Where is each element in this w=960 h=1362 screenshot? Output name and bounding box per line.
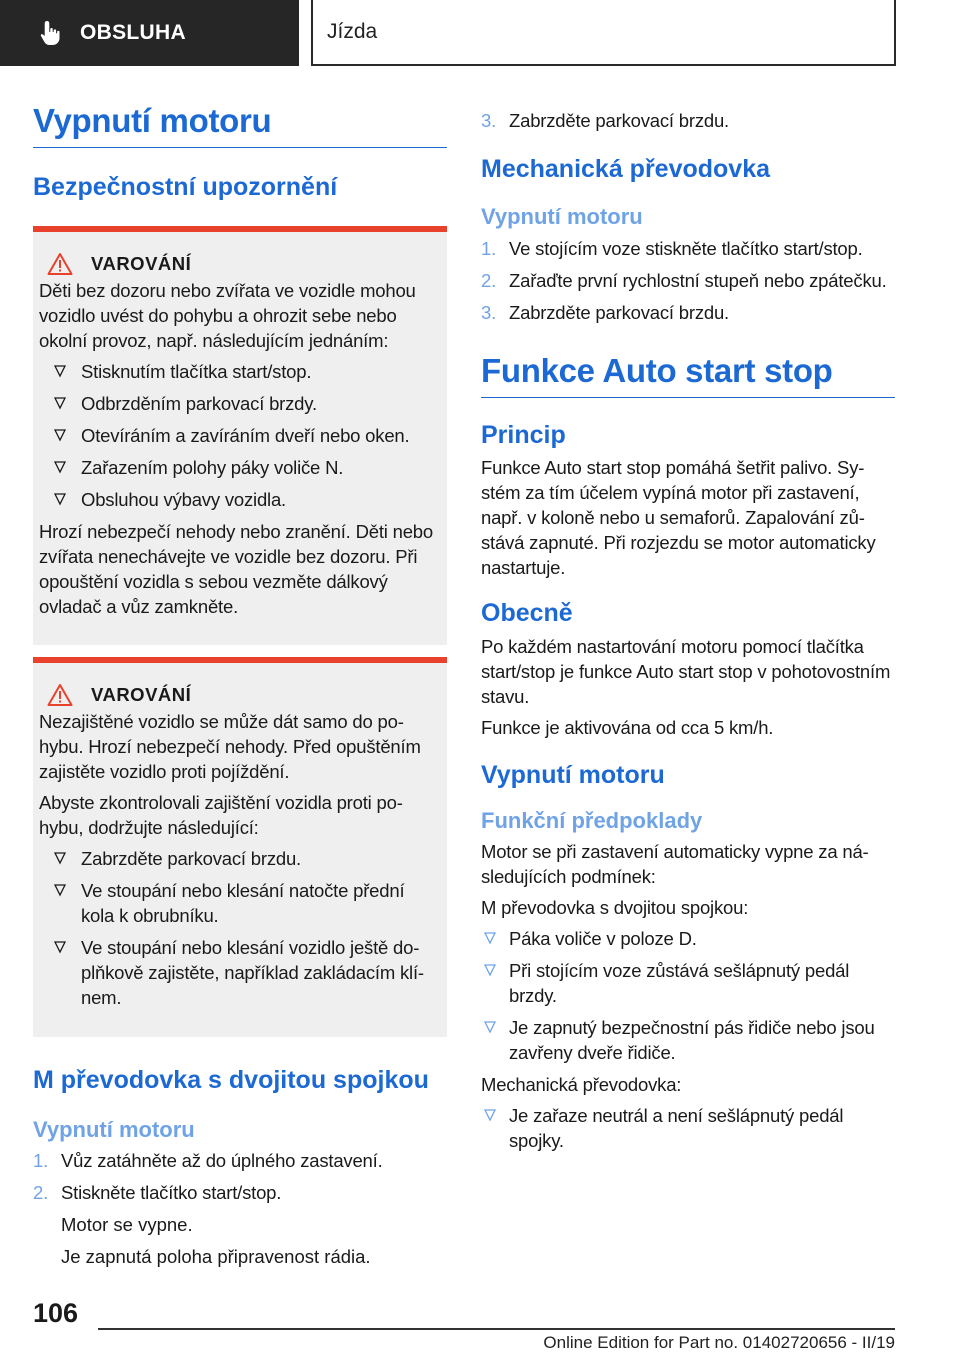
subsection-heading: Vypnutí motoru [481,204,643,230]
list-item: Zabrzděte parkovací brzdu. [39,846,439,871]
triangle-bullet-icon [53,428,67,442]
list-item: Je zapnutý bezpečnostní pás řidiče nebo jsou zavřeny dveře řidiče. [481,1015,895,1065]
step-item: 3. Zabrzděte parkovací brzdu. [481,110,729,131]
warning-text: Abyste zkontrolovali zajištění vozidla proti pohybu, dodržujte následující: [39,791,403,838]
step-list [33,1148,447,1205]
warning-title [39,683,439,707]
list-item: Obsluhou výbavy vozidla. [39,487,439,512]
list-item: Odbrzděním parkovací brzdy. [39,391,439,416]
list-item: Stisknutím tlačítka start/stop. [39,359,439,384]
right-column [481,104,895,1160]
list-item: Je zařaze neutrál a není sešlápnutý pedál spojky. [481,1103,895,1153]
triangle-bullet-icon [483,963,497,977]
step-item: 3. Zabrzděte parkovací brzdu. [481,301,729,323]
triangle-bullet-icon [483,931,497,945]
section-heading: Mechanická převodovka [481,155,771,183]
triangle-bullet-icon [53,396,67,410]
warning-triangle-icon [47,252,73,276]
step-note: Motor se vypne. [61,1214,193,1236]
chapter-title: Funkce Auto start stop [481,350,895,398]
section-heading: Obecně [481,599,573,628]
triangle-bullet-icon [53,851,67,865]
subsection-heading: Funkční předpoklady [481,807,703,833]
left-column [33,100,447,1269]
triangle-bullet-icon [483,1108,497,1122]
warning-triangle-icon [47,683,73,707]
triangle-bullet-icon [53,940,67,954]
warning-text: Nezajištěné vozidlo se může dát samo do pohybu. Hrozí nebezpečí nehody. Před opuštěním zajistěte vozidlo proti pojíždění. [39,710,421,782]
paragraph: Funkce je aktivována od cca 5 km/h. [481,716,774,738]
section-heading: M převodovka s dvojitou spojkou [33,1065,429,1094]
page-number: 106 [33,1298,79,1328]
warning-list [39,846,439,1010]
paragraph: Mechanická převodovka: [481,1074,682,1096]
triangle-bullet-icon [53,460,67,474]
warning-text: Děti bez dozoru nebo zvířata ve vozidle mohou vozidlo uvést do pohybu a ohrozit sebe nebo okolní provoz, např. následujícím jednáním: [39,279,416,351]
list-item: Zařazením polohy páky voliče N. [39,455,439,480]
hand-pointer-icon [38,19,66,47]
list-item: Ve stoupání nebo klesání vozidlo ještě doplňkově zajistěte, například zakládacím klínem. [39,935,439,1010]
section-heading: Princip [481,421,566,450]
warning-text: Hrozí nebezpečí nehody nebo zranění. Děti nebo zvířata nenechávejte ve vozidle bez dozoru. Při opouštění vozidla s sebou vezměte dálkový ovladač a vůz zamkněte. [39,520,433,617]
edition-note: Online Edition for Part no. 01402720656 - II/19 [543,1333,895,1352]
paragraph: Po každém nastartování motoru pomocí tlačítka start/stop je funkce Auto start stop v pohotovostním stavu. [481,635,891,707]
step-item: 1. Vůz zatáhněte až do úplného zastavení. [33,1150,383,1172]
subsection-heading: Vypnutí motoru [33,1116,195,1142]
step-note: Je zapnutá poloha připravenost rádia. [61,1246,371,1268]
section-heading: Vypnutí motoru [481,760,665,789]
list-item: Otevíráním a zavíráním dveří nebo oken. [39,423,439,448]
condition-list [481,1103,895,1153]
paragraph: Funkce Auto start stop pomáhá šetřit palivo. Systém za tím účelem vypíná motor při zastavení, např. v koloně nebo u semaforů. Zapalování zůstává zapnuté. Při rozjezdu se motor automaticky nastartuje. [481,457,876,579]
condition-list [481,926,895,1065]
warning-title [39,252,439,276]
list-item: Při stojícím voze zůstává sešlápnutý pedál brzdy. [481,958,895,1008]
step-item: 2. Stiskněte tlačítko start/stop. [33,1182,282,1204]
warning-list [39,359,439,512]
list-item: Páka voliče v poloze D. [481,926,895,951]
safety-heading: Bezpečnostní upozornění [33,173,338,202]
step-list [481,108,895,133]
page-header [0,0,960,66]
triangle-bullet-icon [53,364,67,378]
triangle-bullet-icon [53,883,67,897]
step-item: 1. Ve stojícím voze stiskněte tlačítko start/stop. [481,237,863,259]
list-item: Ve stoupání nebo klesání natočte přední kola k obrubníku. [39,878,439,928]
chapter-label: Jízda [327,20,378,43]
warning-box [33,657,447,1037]
section-tab [0,0,299,66]
paragraph: Motor se při zastavení automaticky vypne za následujících podmínek: [481,841,869,888]
paragraph: M převodovka s dvojitou spojkou: [481,897,749,919]
footer-divider [98,1328,895,1330]
step-list [481,236,895,325]
triangle-bullet-icon [483,1020,497,1034]
warning-label: VAROVÁNÍ [91,683,192,705]
step-item: 2. Zařaďte první rychlostní stupeň nebo zpátečku. [481,269,887,291]
section-label: OBSLUHA [80,21,186,44]
triangle-bullet-icon [53,492,67,506]
warning-label: VAROVÁNÍ [91,252,192,274]
chapter-tab [311,0,896,66]
page-title: Vypnutí motoru [33,100,447,148]
warning-box [33,226,447,645]
